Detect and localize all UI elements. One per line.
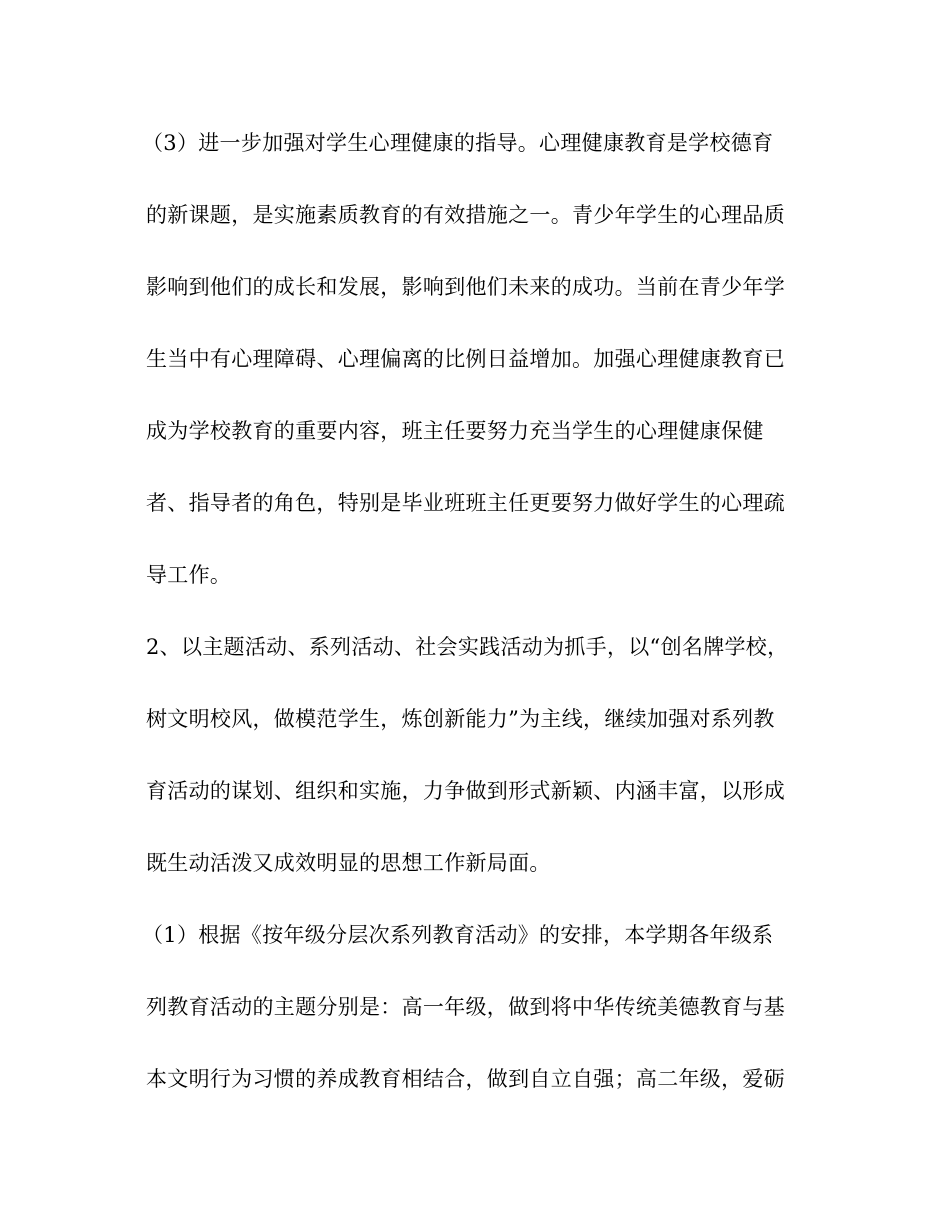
paragraph-1-line-5: 成为学校教育的重要内容，班主任要努力充当学生的心理健康保健 (146, 419, 764, 443)
paragraph-1-line-1: （3）进一步加强对学生心理健康的指导。心理健康教育是学校德育 (142, 131, 774, 155)
paragraph-2-line-1: 2、以主题活动、系列活动、社会实践活动为抓手，以“创名牌学校， (146, 635, 789, 659)
paragraph-1-line-4: 生当中有心理障碍、心理偏离的比例日益增加。加强心理健康教育已 (146, 347, 785, 371)
paragraph-2-line-3: 育活动的谋划、组织和实施，力争做到形式新颖、内涵丰富，以形成 (146, 779, 785, 803)
paragraph-1-line-7: 导工作。 (146, 563, 232, 587)
paragraph-3-line-1: （1）根据《按年级分层次系列教育活动》的安排，本学期各年级系 (142, 923, 774, 947)
paragraph-2-line-4: 既生动活泼又成效明显的思想工作新局面。 (146, 851, 551, 875)
paragraph-3-line-3: 本文明行为习惯的养成教育相结合，做到自立自强；高二年级，爱砺 (146, 1067, 785, 1091)
paragraph-2-line-2: 树文明校风，做模范学生，炼创新能力”为主线，继续加强对系列教 (146, 707, 775, 731)
paragraph-3-line-2: 列教育活动的主题分别是：高一年级，做到将中华传统美德教育与基 (146, 995, 785, 1019)
paragraph-1-line-6: 者、指导者的角色，特别是毕业班班主任更要努力做好学生的心理疏 (146, 491, 785, 515)
paragraph-1-line-2: 的新课题，是实施素质教育的有效措施之一。青少年学生的心理品质 (146, 203, 785, 227)
paragraph-1-line-3: 影响到他们的成长和发展，影响到他们未来的成功。当前在青少年学 (146, 275, 785, 299)
